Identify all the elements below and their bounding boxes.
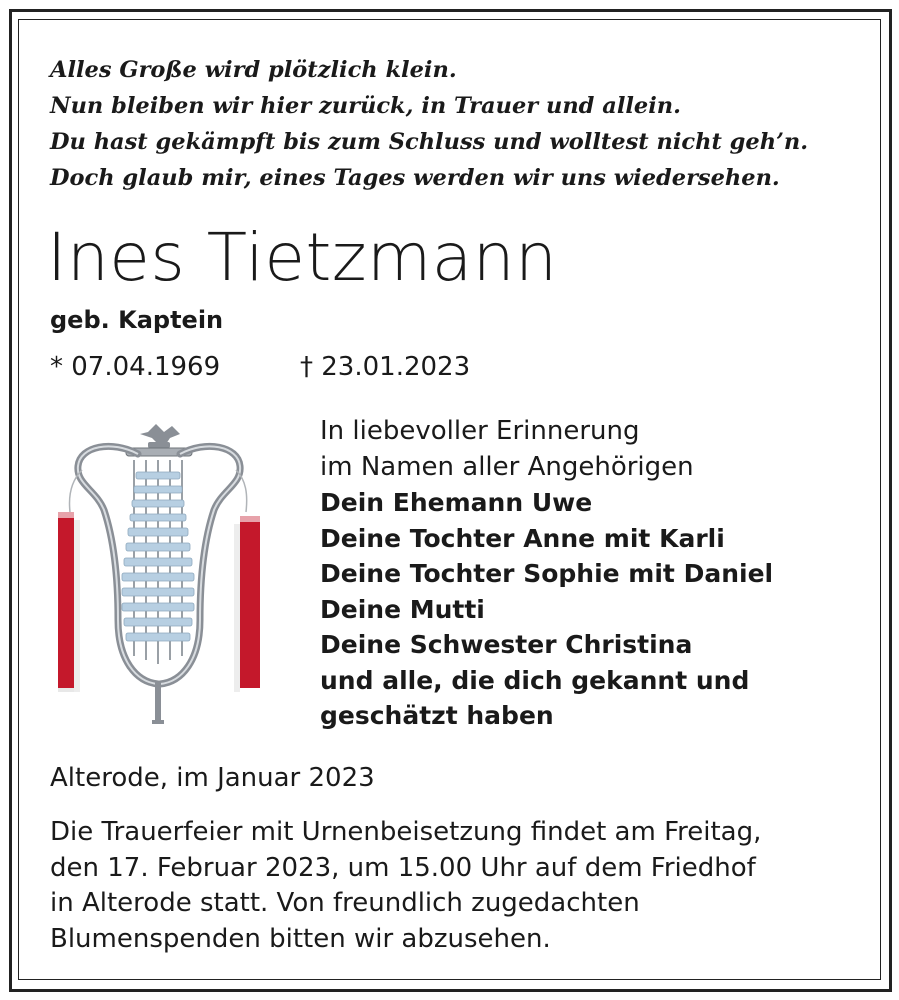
poem-line: Doch glaub mir, eines Tages werden wir uns wiedersehen. xyxy=(50,165,780,191)
lyre-icon xyxy=(52,420,264,730)
intro-line: In liebevoller Erinnerung xyxy=(320,416,640,446)
poem-line: Alles Große wird plötzlich klein. xyxy=(50,57,457,83)
death-date: † 23.01.2023 xyxy=(300,352,471,382)
mourner-name: Deine Tochter Sophie mit Daniel xyxy=(320,559,774,588)
place-date: Alterode, im Januar 2023 xyxy=(50,763,375,793)
service-info xyxy=(50,815,840,957)
service-line: Die Trauerfeier mit Urnenbeisetzung findet am Freitag, xyxy=(50,817,762,847)
mourner-name: Deine Tochter Anne mit Karli xyxy=(320,523,725,553)
mourner-name: Deine Mutti xyxy=(320,594,485,624)
birth-name: geb. Kaptein xyxy=(50,306,224,334)
eagle-icon xyxy=(140,424,180,448)
deceased-name: Ines Tietzmann xyxy=(47,219,558,296)
poem xyxy=(50,52,850,196)
service-line: in Alterode statt. Von freundlich zugedachten xyxy=(50,888,640,918)
birth-date: * 07.04.1969 xyxy=(50,352,221,382)
left-tassel xyxy=(58,512,80,692)
right-tassel xyxy=(234,516,260,692)
service-line: Blumenspenden bitten wir abzusehen. xyxy=(50,923,551,954)
poem-line: Du hast gekämpft bis zum Schluss und wolltest nicht geh’n. xyxy=(50,129,809,155)
intro-line: im Namen aller Angehörigen xyxy=(320,451,694,482)
mourners-block xyxy=(320,414,880,734)
mourner-name: Dein Ehemann Uwe xyxy=(320,488,593,517)
service-line: den 17. Februar 2023, um 15.00 Uhr auf dem Friedhof xyxy=(50,852,756,883)
mourner-name: und alle, die dich gekannt und xyxy=(320,665,750,695)
poem-line: Nun bleiben wir hier zurück, in Trauer und allein. xyxy=(50,93,681,119)
mourner-name: Deine Schwester Christina xyxy=(320,630,693,659)
mourner-name: geschätzt haben xyxy=(320,701,554,730)
